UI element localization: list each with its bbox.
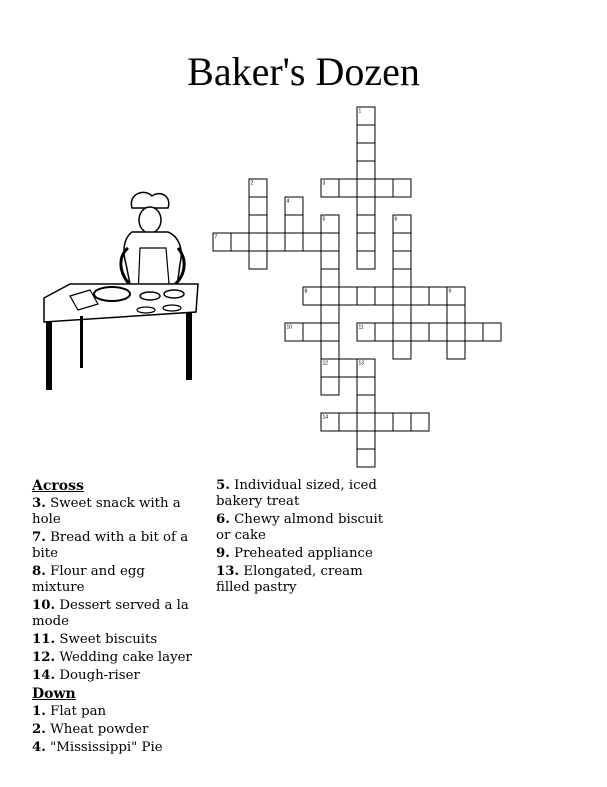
cell-number: 6 [394,216,398,223]
grid-cell[interactable] [393,233,411,251]
grid-cell[interactable] [303,323,321,341]
clue-item [216,512,386,544]
grid-cell[interactable] [393,179,411,197]
grid-cell[interactable] [411,287,429,305]
grid-cell[interactable] [357,125,375,143]
down-heading: Down [32,686,76,702]
grid-cell[interactable] [357,233,375,251]
clue-number: 10. [32,598,56,613]
grid-cell[interactable] [357,413,375,431]
grid-cell[interactable] [393,215,411,233]
grid-cell[interactable] [411,413,429,431]
baker-illustration [40,186,200,392]
grid-cell[interactable] [375,323,393,341]
grid-cell[interactable] [321,251,339,269]
clue-item [32,632,200,648]
grid-cell[interactable] [321,215,339,233]
grid-cell[interactable] [249,233,267,251]
grid-cell[interactable] [357,431,375,449]
grid-cell[interactable] [249,179,267,197]
clue-text: Chewy almond biscuit or cake [216,512,384,543]
grid-cell[interactable] [357,251,375,269]
cell-number: 13 [358,360,365,367]
clue-number: 1. [32,704,46,719]
clue-text: Sweet biscuits [55,632,158,647]
clue-item [32,650,200,666]
grid-cell[interactable] [357,215,375,233]
grid-cell[interactable] [357,449,375,467]
clue-item [32,598,200,630]
clue-number: 4. [32,740,46,755]
grid-cell[interactable] [393,413,411,431]
grid-cell[interactable] [393,251,411,269]
grid-cell[interactable] [303,287,321,305]
clue-text: Individual sized, iced bakery treat [216,478,377,509]
grid-cell[interactable] [285,323,303,341]
grid-cell[interactable] [447,341,465,359]
grid-cell[interactable] [447,305,465,323]
grid-cell[interactable] [357,179,375,197]
grid-cell[interactable] [429,287,447,305]
clue-number: 11. [32,632,56,647]
grid-cell[interactable] [447,287,465,305]
clues-column-left [32,478,200,758]
grid-cell[interactable] [357,359,375,377]
puzzle-title: Baker's Dozen [187,49,420,94]
grid-cell[interactable] [393,269,411,287]
clue-item [216,564,386,596]
across-heading: Across [32,478,84,494]
cell-number: 2 [250,180,254,187]
clue-number: 8. [32,564,46,579]
clue-text: Wedding cake layer [55,650,192,665]
grid-cell[interactable] [465,323,483,341]
grid-cell[interactable] [249,251,267,269]
grid-cell[interactable] [357,395,375,413]
grid-cell[interactable] [357,197,375,215]
grid-cell[interactable] [375,413,393,431]
grid-cell[interactable] [429,323,447,341]
clue-item [216,546,386,562]
clue-number: 14. [32,668,56,683]
clue-item [32,740,200,756]
grid-cell[interactable] [285,215,303,233]
clue-text: Flat pan [45,704,107,719]
grid-cell[interactable] [393,341,411,359]
grid-cell[interactable] [321,341,339,359]
clue-text: Dough-riser [55,668,140,683]
cell-number: 7 [214,234,218,241]
grid-cell[interactable] [447,323,465,341]
clue-number: 12. [32,650,56,665]
grid-cell[interactable] [249,215,267,233]
clue-text: Bread with a bit of a bite [32,530,189,561]
clue-text: "Mississippi" Pie [45,740,163,755]
grid-cell[interactable] [339,287,357,305]
grid-cell[interactable] [375,287,393,305]
cell-number: 3 [322,180,326,187]
cell-number: 14 [322,414,329,421]
grid-cell[interactable] [357,377,375,395]
cell-number: 8 [304,288,308,295]
clue-number: 9. [216,546,230,561]
grid-cell[interactable] [267,233,285,251]
clues-column-right [216,478,386,598]
grid-cell[interactable] [339,359,357,377]
grid-cell[interactable] [357,161,375,179]
clue-item [32,722,200,738]
clue-number: 2. [32,722,46,737]
grid-cell[interactable] [393,305,411,323]
grid-cell[interactable] [393,287,411,305]
grid-cell[interactable] [357,143,375,161]
grid-cell[interactable] [411,323,429,341]
grid-cell[interactable] [339,179,357,197]
clue-text: Flour and egg mixture [32,564,145,595]
clue-number: 6. [216,512,230,527]
grid-cell[interactable] [321,305,339,323]
grid-cell[interactable] [321,359,339,377]
clue-number: 7. [32,530,46,545]
grid-cell[interactable] [285,197,303,215]
grid-cell[interactable] [321,269,339,287]
cell-number: 10 [286,324,293,331]
grid-cell[interactable] [483,323,501,341]
grid-cell[interactable] [375,179,393,197]
clue-text: Elongated, cream filled pastry [216,564,363,595]
clue-text: Preheated appliance [229,546,373,561]
grid-cell[interactable] [285,233,303,251]
grid-cell[interactable] [231,233,249,251]
grid-cell[interactable] [321,287,339,305]
grid-cell[interactable] [303,233,321,251]
grid-cell[interactable] [321,323,339,341]
clue-item [32,496,200,528]
grid-cell[interactable] [357,287,375,305]
grid-cell[interactable] [321,233,339,251]
grid-cell[interactable] [393,323,411,341]
cell-number: 9 [448,288,452,295]
cell-number: 4 [286,198,290,205]
grid-cell[interactable] [321,179,339,197]
clue-number: 3. [32,496,46,511]
cell-number: 1 [358,108,362,115]
grid-cell[interactable] [321,377,339,395]
clue-number: 5. [216,478,230,493]
cell-number: 12 [322,360,329,367]
clue-item [216,478,386,510]
grid-cell[interactable] [321,413,339,431]
clue-text: Wheat powder [45,722,149,737]
clue-number: 13. [216,564,240,579]
grid-cell[interactable] [357,107,375,125]
clue-item [32,704,200,720]
clue-item [32,530,200,562]
clue-text: Dessert served a la mode [32,598,189,629]
clue-item [32,668,200,684]
cell-number: 5 [322,216,326,223]
cell-number: 11 [358,324,364,331]
grid-cell[interactable] [357,323,375,341]
grid-cell[interactable] [249,197,267,215]
clue-item [32,564,200,596]
grid-cell[interactable] [339,413,357,431]
grid-cell[interactable] [213,233,231,251]
clue-text: Sweet snack with a hole [32,496,181,527]
